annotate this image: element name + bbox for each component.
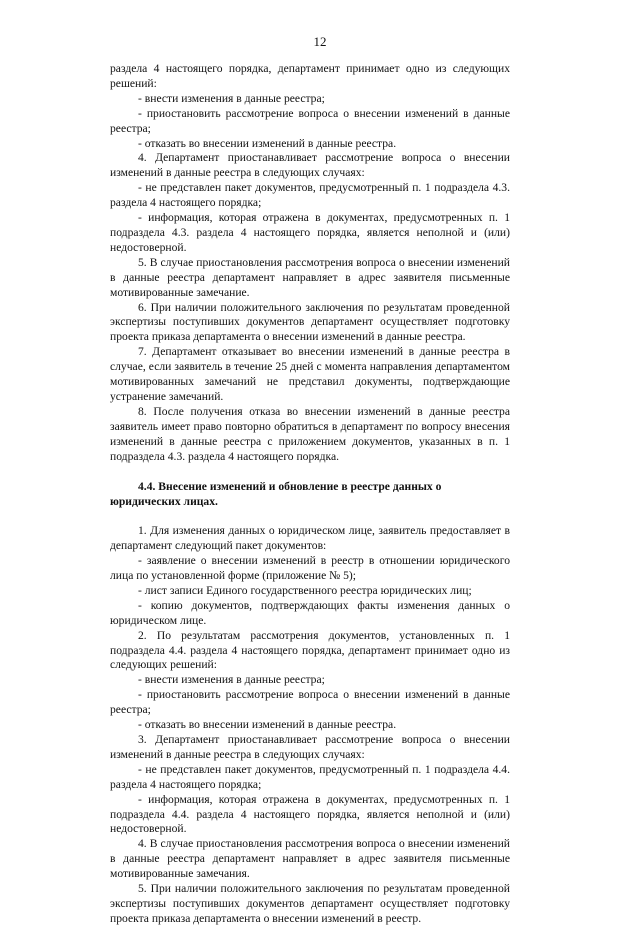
- list-item: - внести изменения в данные реестра;: [138, 91, 325, 105]
- paragraph: 5. При наличии положительного заключения по результатам проведенной экспертизы поступивших документов департамент осуществляет подготовку проекта приказа департамента о внесении изменений в реестр.: [110, 882, 510, 925]
- paragraph: 6. При наличии положительного заключения по результатам проведенной экспертизы поступивших документов департамент осуществляет подготовку проекта приказа департамента о внесении изменений в данные реестра.: [110, 300, 510, 344]
- list-item: - копию документов, подтверждающих факты изменения данных о юридическом лице.: [110, 598, 510, 627]
- list-item: - не представлен пакет документов, предусмотренный п. 1 подраздела 4.3. раздела 4 настоящего порядка;: [110, 181, 510, 210]
- section-heading: 4.4. Внесение изменений и обновление в реестре данных о юридических лицах.: [110, 480, 442, 509]
- list-item: - приостановить рассмотрение вопроса о внесении изменений в данные реестра;: [110, 106, 510, 135]
- paragraph: 3. Департамент приостанавливает рассмотрение вопроса о внесении изменений в данные реестра в следующих случаях:: [110, 732, 510, 761]
- paragraph: 2. По результатам рассмотрения документов, установленных п. 1 подраздела 4.4. раздела 4 настоящего порядка, департамент принимает одно из следующих решений:: [110, 628, 510, 672]
- paragraph-continuation: раздела 4 настоящего порядка, департамент принимает одно из следующих решений:: [110, 62, 510, 90]
- page-body: [110, 62, 510, 927]
- list-item: - информация, которая отражена в документах, предусмотренных п. 1 подраздела 4.4. раздела 4 настоящего порядка, является неполной и (или) недостоверной.: [110, 792, 510, 836]
- list-item: - не представлен пакет документов, предусмотренный п. 1 подраздела 4.4. раздела 4 настоящего порядка;: [110, 762, 510, 791]
- paragraph: 7. Департамент отказывает во внесении изменений в данные реестра в случае, если заявитель в течение 25 дней с момента направления департаментом мотивированных замечаний не представил документы, подтверждающие устранение замечаний.: [110, 345, 510, 403]
- paragraph: 4. Департамент приостанавливает рассмотрение вопроса о внесении изменений в данные реестра в следующих случаях:: [110, 151, 510, 180]
- list-item: - внести изменения в данные реестра;: [138, 673, 325, 687]
- list-item: - отказать во внесении изменений в данные реестра.: [138, 718, 397, 732]
- paragraph: 1. Для изменения данных о юридическом лице, заявитель предоставляет в департамент следующий пакет документов:: [110, 524, 510, 553]
- list-item: - приостановить рассмотрение вопроса о внесении изменений в данные реестра;: [110, 688, 510, 717]
- list-item: - отказать во внесении изменений в данные реестра.: [138, 136, 397, 150]
- list-item: - лист записи Единого государственного реестра юридических лиц;: [138, 583, 472, 597]
- list-item: - заявление о внесении изменений в реестр в отношении юридического лица по установленной форме (приложение № 5);: [110, 554, 510, 582]
- page-number: 12: [313, 34, 327, 49]
- paragraph: 5. В случае приостановления рассмотрения вопроса о внесении изменений в данные реестра департамент направляет в адрес заявителя письменные мотивированные замечание.: [110, 255, 510, 299]
- paragraph: 4. В случае приостановления рассмотрения вопроса о внесении изменений в данные реестра департамент направляет в адрес заявителя письменные мотивированные замечания.: [110, 837, 510, 881]
- paragraph: 8. После получения отказа во внесении изменений в данные реестра заявитель имеет право повторно обратиться в департамент по вопросу внесения изменений в данные реестра с приложением документов, указанных в п. 1 подраздела 4.3. раздела 4 настоящего порядка.: [110, 404, 510, 463]
- list-item: - информация, которая отражена в документах, предусмотренных п. 1 подраздела 4.3. раздела 4 настоящего порядка, является неполной и (или) недостоверной.: [110, 211, 510, 254]
